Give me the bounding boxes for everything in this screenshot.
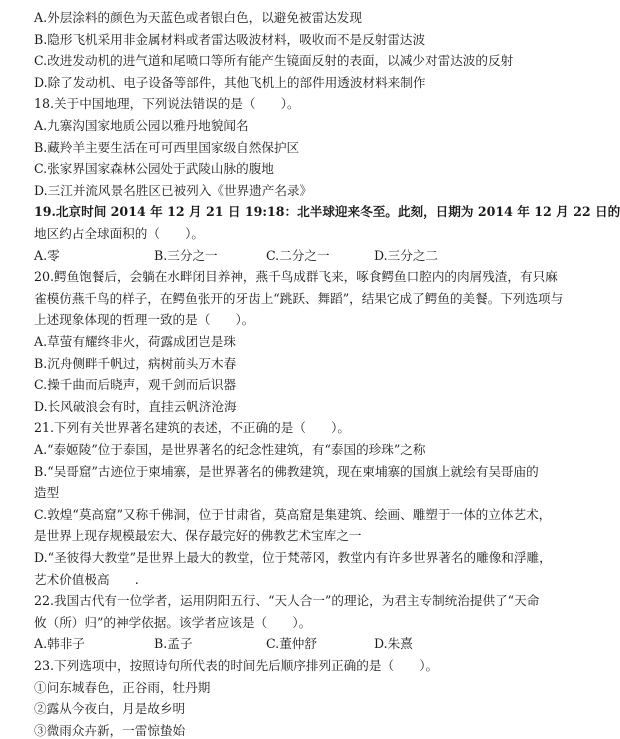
q22-option-a: A.韩非子 [34, 636, 85, 652]
q21-option-a: A.“泰姬陵”位于泰国，是世界著名的纪念性建筑，有“泰国的珍珠”之称 [34, 442, 426, 457]
q23-item-2: ②露从今夜白，月是故乡明 [34, 701, 186, 717]
q19-option-d: D.三分之二 [374, 247, 439, 263]
q20-stem-line-1: 20.鳄鱼饱餐后，会躺在水畔闭目养神，燕千鸟成群飞来，啄食鳄鱼口腔内的肉屑残渣，有只麻 [34, 269, 558, 285]
q20-option-a: A.草萤有耀终非火，荷露成团岂是珠 [34, 334, 237, 349]
q17-option-b: B.隐形飞机采用非金属材料或者雷达吸波材料，吸收而不是反射雷达波 [34, 31, 426, 47]
q21-option-d-line-1: D.“圣彼得大教堂”是世界上最大的教堂，位于梵蒂冈，教堂内有许多世界著名的雕像和浮雕， [34, 550, 552, 565]
q17-option-c: C.改进发动机的进气道和尾喷口等所有能产生镜面反射的表面，以减少对雷达波的反射 [34, 53, 514, 69]
q19-options [34, 248, 540, 264]
q21-option-b-line-2: 造型 [34, 485, 60, 501]
q19-option-b: B.三分之一 [154, 247, 218, 263]
q20-option-d: D.长风破浪会有时，直挂云帆济沧海 [34, 398, 237, 414]
q19-option-a: A.零 [34, 247, 60, 263]
q23-item-1: ①问东城春色，正谷雨，牡丹期 [34, 679, 211, 695]
q20-option-c: C.操千曲而后晓声，观千剑而后识器 [34, 377, 237, 393]
q18-option-d: D.三江并流风景名胜区已被列入《世界遗产名录》 [34, 182, 313, 198]
q21-option-c-line-2: 是世界上现存规模最宏大、保存最完好的佛教艺术宝库之一 [34, 528, 362, 544]
q22-stem-line-2: 攸（所）归”的神学依据。该学者应该是（ ）。 [34, 614, 312, 630]
q21-stem: 21.下列有关世界著名建筑的表述，不正确的是（ ）。 [34, 420, 350, 436]
q18-option-b: B.藏羚羊主要生活在可可西里国家级自然保护区 [34, 139, 300, 155]
q17-option-a: A.外层涂料的颜色为天蓝色或者银白色，以避免被雷达发现 [34, 10, 362, 25]
q22-option-c: C.董仲舒 [266, 636, 317, 652]
q20-stem-line-2: 雀模仿燕千鸟的样子，在鳄鱼张开的牙齿上“跳跃、舞蹈”，结果它成了鳄鱼的美餐。下列选项与 [34, 290, 564, 306]
q20-option-b: B.沉舟侧畔千帆过，病树前头万木春 [34, 355, 237, 371]
q23-item-3: ③微雨众卉新，一雷惊蛰始 [34, 722, 186, 738]
q18-option-c: C.张家界国家森林公园处于武陵山脉的腹地 [34, 161, 274, 177]
q20-stem-line-3: 上述现象体现的哲理一致的是（ ）。 [34, 312, 255, 328]
q19-stem-line-2: 地区约占全球面积的（ ）。 [34, 226, 205, 241]
q22-option-b: B.孟子 [154, 636, 193, 652]
q22-option-d: D.朱熹 [374, 636, 413, 652]
q22-stem-line-1: 22.我国古代有一位学者，运用阴阳五行、“天人合一”的理论，为君主专制统治提供了“天命 [34, 593, 540, 609]
q21-option-b-line-1: B.“吴哥窟”古迹位于柬埔寨，是世界著名的佛教建筑，现在柬埔寨的国旗上就绘有吴哥庙的 [34, 463, 539, 479]
q21-option-c-line-1: C.敦煌“莫高窟”又称千佛洞，位于甘肃省，莫高窟是集建筑、绘画、雕塑于一体的立体艺术， [34, 506, 552, 522]
q19-option-c: C.二分之一 [266, 247, 330, 263]
q18-stem: 18.关于中国地理，下列说法错误的是（ ）。 [34, 96, 300, 112]
q23-stem: 23.下列选项中，按照诗句所代表的时间先后顺序排列正确的是（ ）。 [34, 658, 439, 673]
q17-option-d: D.除了发动机、电子设备等部件，其他飞机上的部件用透波材料来制作 [34, 74, 426, 90]
q19-stem-line-1: 19.北京时间 2014 年 12 月 21 日 19:18：北半球迎来冬至。此刻，日期为 2014 年 12 月 22 日的 [34, 204, 620, 220]
q18-option-a: A.九寨沟国家地质公园以雅丹地貌闻名 [34, 118, 249, 133]
q21-option-d-line-2: 艺术价值极高 . [34, 571, 139, 587]
q22-options [34, 636, 540, 652]
